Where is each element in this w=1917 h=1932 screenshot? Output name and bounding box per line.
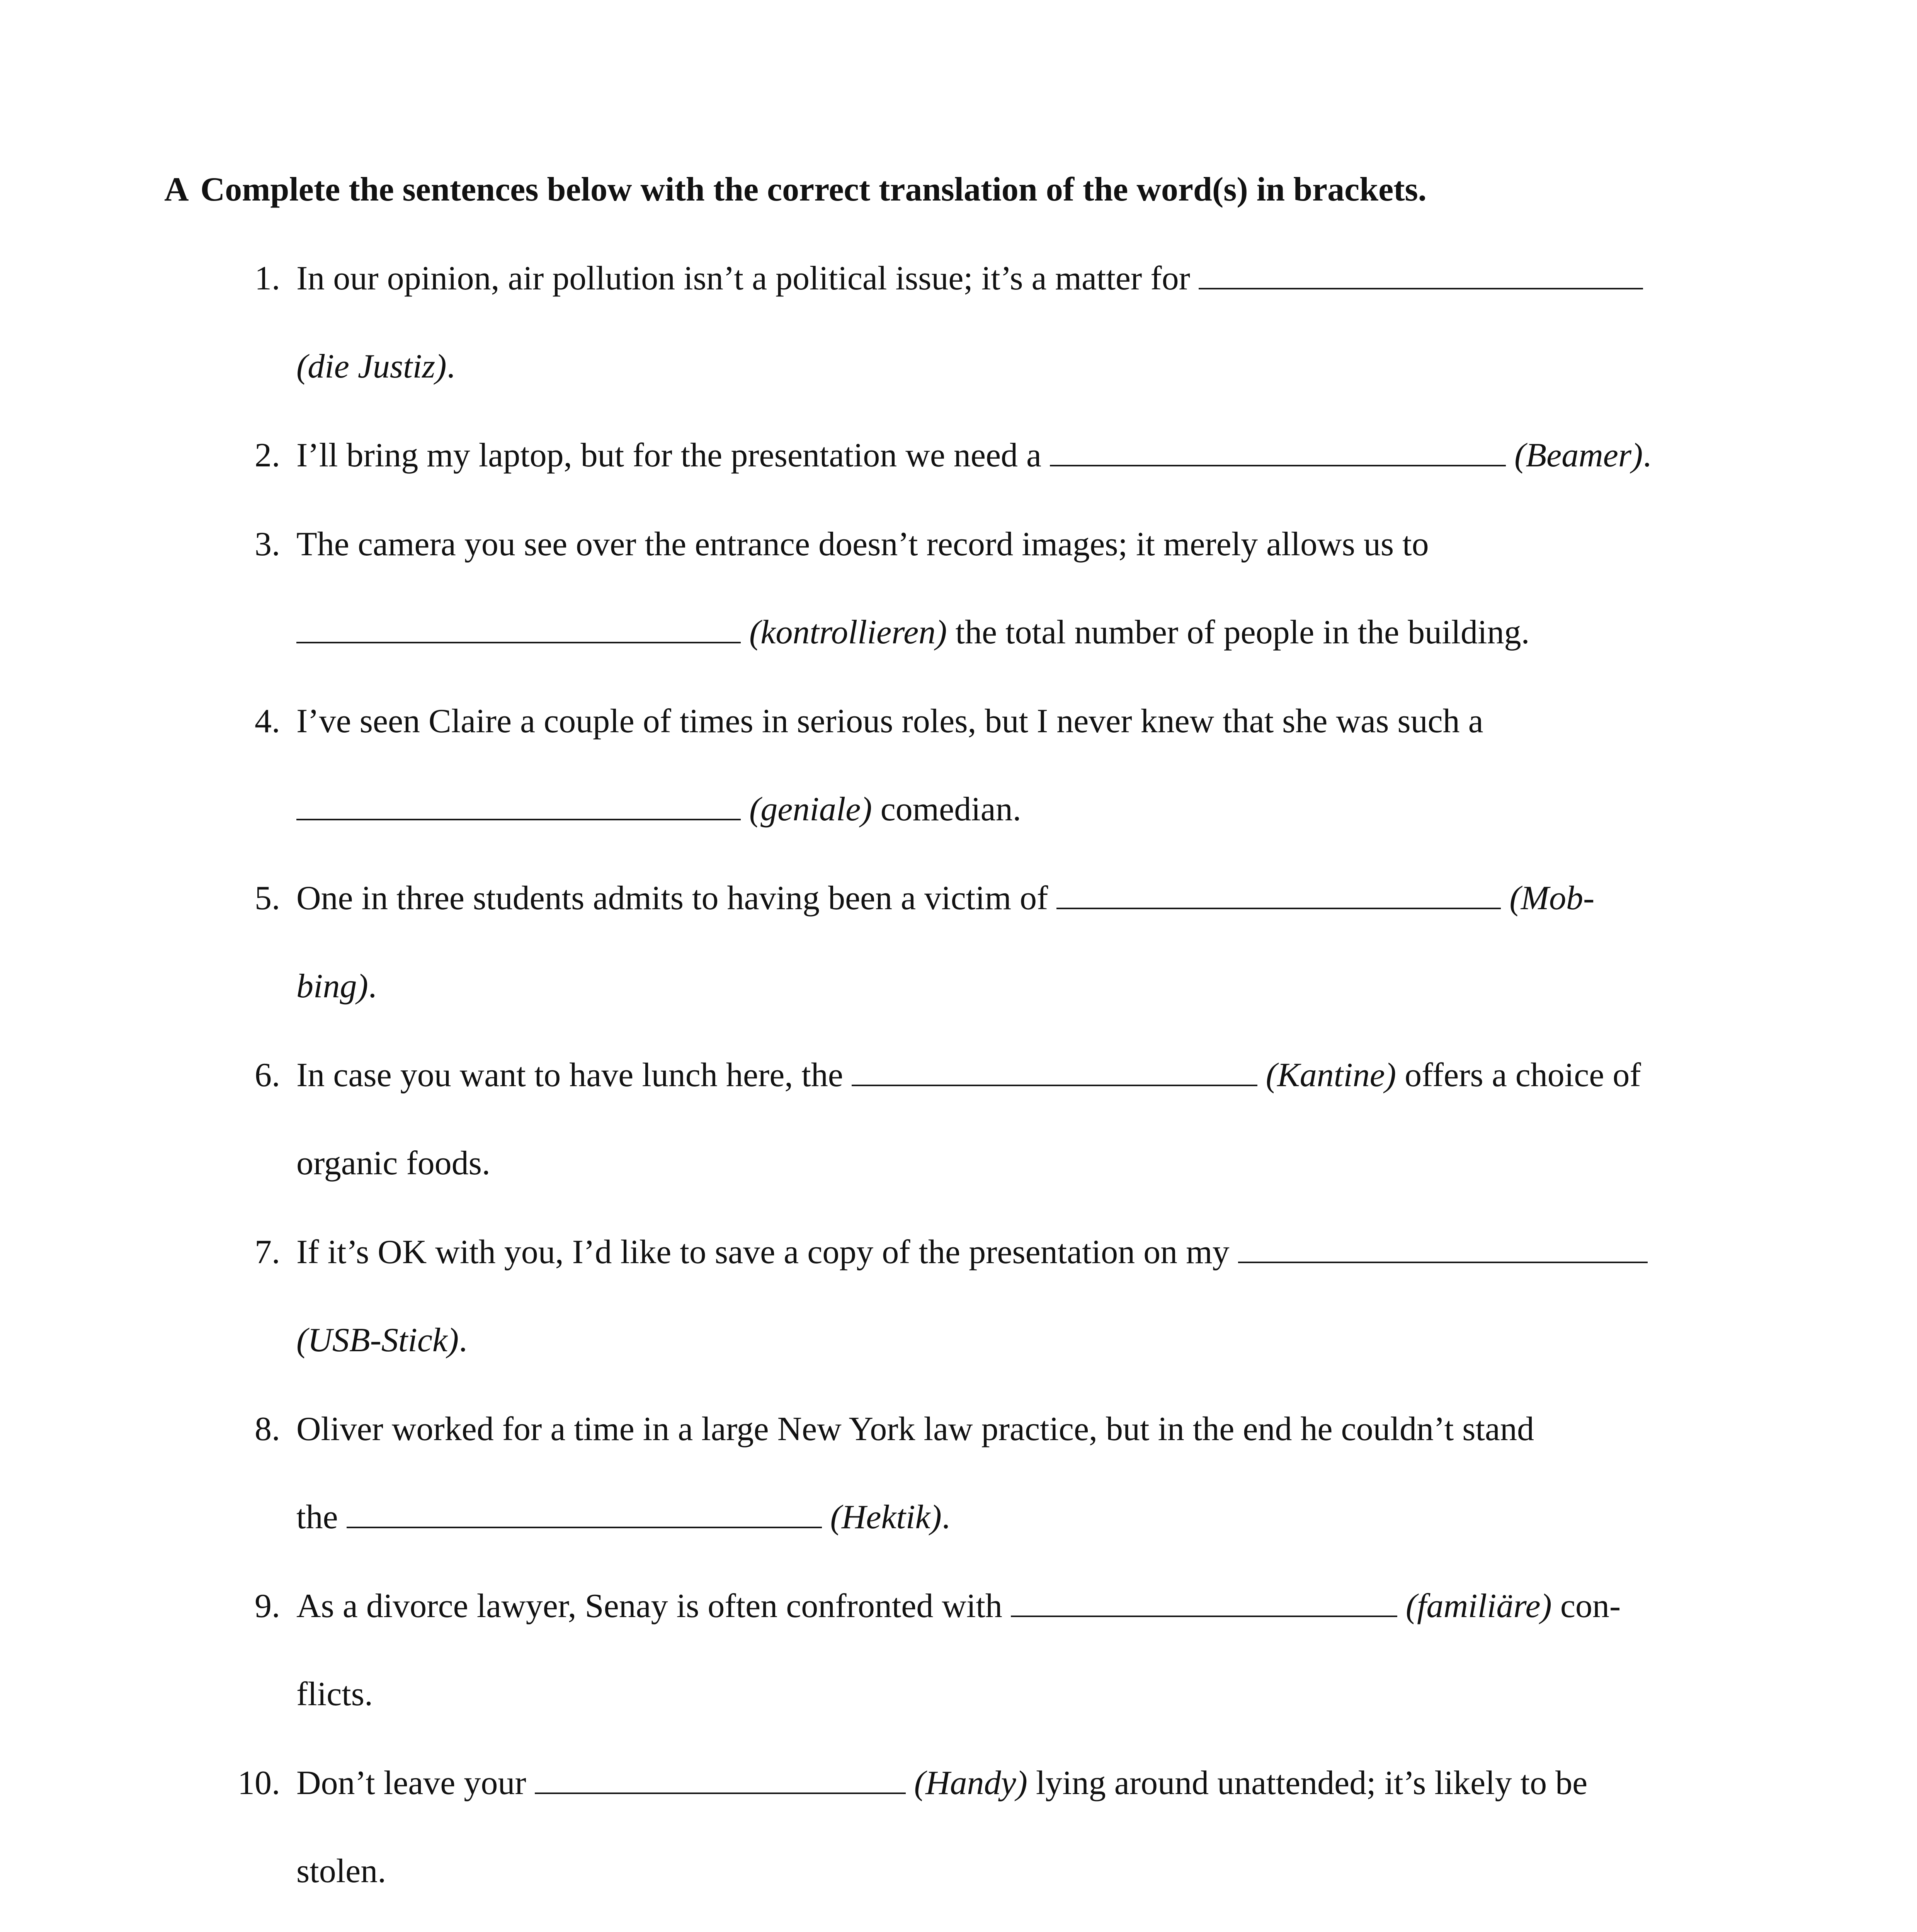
item-number: 5. [255, 879, 280, 917]
german-hint: (kontrollieren) [749, 614, 947, 651]
answer-blank-1[interactable] [1199, 262, 1643, 289]
german-hint: (Beamer) [1514, 437, 1643, 474]
item-text: In our opinion, air pollution isn’t a political issue; it’s a matter for [296, 260, 1190, 297]
exercise-item-3-cont [296, 613, 1529, 652]
item-text: Oliver worked for a time in a large New York law practice, but in the end he couldn’t stand [296, 1410, 1534, 1448]
answer-blank-6[interactable] [852, 1059, 1257, 1086]
item-number: 3. [255, 526, 280, 563]
exercise-item-9-cont [296, 1675, 373, 1714]
item-text: the total number of people in the building. [947, 614, 1530, 651]
item-number: 1. [255, 260, 280, 297]
exercise-item-5 [216, 879, 1594, 918]
item-text: I’ll bring my laptop, but for the presentation we need a [296, 437, 1042, 474]
section-instruction: Complete the sentences below with the correct translation of the word(s) in brackets. [200, 171, 1427, 208]
exercise-item-7 [216, 1233, 1648, 1272]
answer-blank-3[interactable] [296, 616, 741, 643]
answer-blank-5[interactable] [1056, 882, 1501, 909]
item-text: lying around unattended; it’s likely to be [1027, 1764, 1588, 1802]
exercise-item-9 [216, 1587, 1621, 1626]
german-hint: (die Justiz) [296, 348, 447, 385]
answer-blank-8[interactable] [347, 1501, 822, 1528]
item-text: Don’t leave your [296, 1764, 526, 1802]
exercise-item-10-cont [296, 1852, 386, 1891]
exercise-item-5-cont [296, 967, 377, 1006]
item-number: 4. [255, 702, 280, 740]
item-text: con- [1551, 1587, 1621, 1625]
german-hint: (USB-Stick) [296, 1321, 459, 1359]
item-text: . [459, 1321, 468, 1359]
answer-blank-10[interactable] [535, 1767, 906, 1794]
german-hint: (Kantine) [1266, 1056, 1397, 1094]
item-number: 6. [255, 1056, 280, 1094]
exercise-item-2 [216, 436, 1651, 475]
answer-blank-9[interactable] [1011, 1590, 1397, 1617]
exercise-item-1-cont [296, 347, 455, 386]
item-text: I’ve seen Claire a couple of times in serious roles, but I never knew that she was such a [296, 702, 1483, 740]
item-text: If it’s OK with you, I’d like to save a copy of the presentation on my [296, 1233, 1230, 1271]
exercise-item-10 [216, 1764, 1587, 1803]
item-number: 7. [255, 1233, 280, 1271]
item-text: . [368, 968, 377, 1005]
item-text: flicts. [296, 1675, 373, 1713]
exercise-item-6 [216, 1056, 1641, 1095]
item-text: the [296, 1498, 338, 1536]
item-text: offers a choice of [1396, 1056, 1641, 1094]
item-number: 8. [255, 1410, 280, 1448]
german-hint: (Handy) [914, 1764, 1027, 1802]
answer-blank-4[interactable] [296, 793, 741, 820]
german-hint: (Mob- [1509, 879, 1595, 917]
item-text: . [941, 1498, 950, 1536]
item-number: 2. [255, 437, 280, 474]
item-number: 10. [238, 1764, 280, 1802]
exercise-item-4 [216, 702, 1483, 741]
answer-blank-2[interactable] [1050, 439, 1506, 466]
exercise-item-3 [216, 525, 1429, 564]
item-number: 9. [255, 1587, 280, 1625]
exercise-item-8-cont [296, 1498, 950, 1537]
section-heading [164, 170, 1427, 209]
item-text: As a divorce lawyer, Senay is often confronted with [296, 1587, 1002, 1625]
answer-blank-7[interactable] [1238, 1236, 1648, 1263]
item-text: comedian. [872, 791, 1021, 828]
item-text: organic foods. [296, 1145, 490, 1182]
item-text: One in three students admits to having been a victim of [296, 879, 1048, 917]
exercise-item-6-cont [296, 1144, 490, 1183]
german-hint: (familiäre) [1405, 1587, 1552, 1625]
exercise-item-1 [216, 259, 1643, 298]
item-text: stolen. [296, 1852, 386, 1890]
german-hint: bing) [296, 968, 368, 1005]
exercise-item-7-cont [296, 1321, 467, 1360]
exercise-item-8 [216, 1410, 1534, 1449]
german-hint: (Hektik) [830, 1498, 942, 1536]
item-text: . [1643, 437, 1652, 474]
item-text: The camera you see over the entrance doesn’t record images; it merely allows us to [296, 526, 1429, 563]
exercise-item-4-cont [296, 790, 1021, 829]
item-text: In case you want to have lunch here, the [296, 1056, 843, 1094]
item-text: . [446, 348, 455, 385]
german-hint: (geniale) [749, 791, 872, 828]
section-letter: A [164, 171, 189, 208]
